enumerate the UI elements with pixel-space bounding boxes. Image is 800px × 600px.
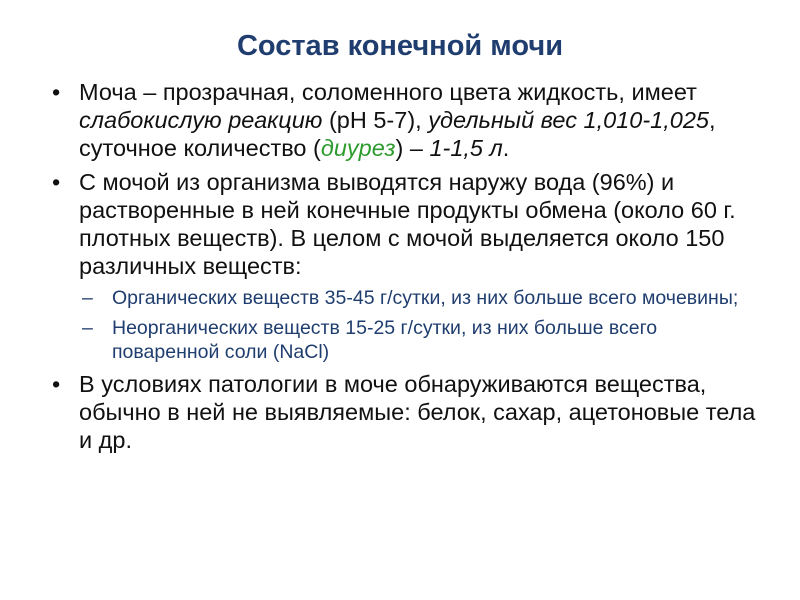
text: ) – [395, 135, 430, 161]
text: . [502, 135, 510, 161]
sub-item-inorganic [52, 316, 757, 364]
highlight-term: диурез [320, 135, 396, 161]
bullet-excretion [52, 168, 757, 280]
text: Моча – прозрачная, соломенного цвета жидкость, имеет [79, 79, 697, 105]
text: С мочой из организма выводятся наружу вода (96%) и растворенные в ней конечные продукты обмена (около 60 г. плотных веществ). В целом с мочой выделяется около 150 различных веществ: [79, 169, 736, 279]
text: , суточное количество ( [79, 107, 716, 161]
bullet-marker: • [52, 371, 61, 397]
text: Органических веществ 35-45 г/сутки, из них больше всего мочевины; [112, 287, 739, 309]
italic-text: 1-1,5 л [429, 135, 503, 161]
slide-content [52, 78, 757, 460]
italic-text: слабокислую реакцию [79, 107, 323, 133]
text: В условиях патологии в моче обнаруживаются вещества, обычно в ней не выявляемые: белок, сахар, ацетоновые тела и др. [79, 371, 756, 453]
text: (рН 5-7), [322, 107, 429, 133]
sub-item-organic [52, 286, 757, 310]
bullet-urine-properties [52, 78, 757, 162]
slide-title: Состав конечной мочи [236, 30, 564, 62]
dash-marker: – [82, 317, 93, 339]
bullet-marker: • [52, 169, 61, 195]
bullet-pathology [52, 370, 757, 454]
text: Неорганических веществ 15-25 г/сутки, из них больше всего поваренной соли (NaCl) [112, 317, 658, 363]
bullet-marker: • [52, 79, 61, 105]
dash-marker: – [82, 287, 93, 309]
italic-text: удельный вес 1,010-1,025 [428, 107, 709, 133]
